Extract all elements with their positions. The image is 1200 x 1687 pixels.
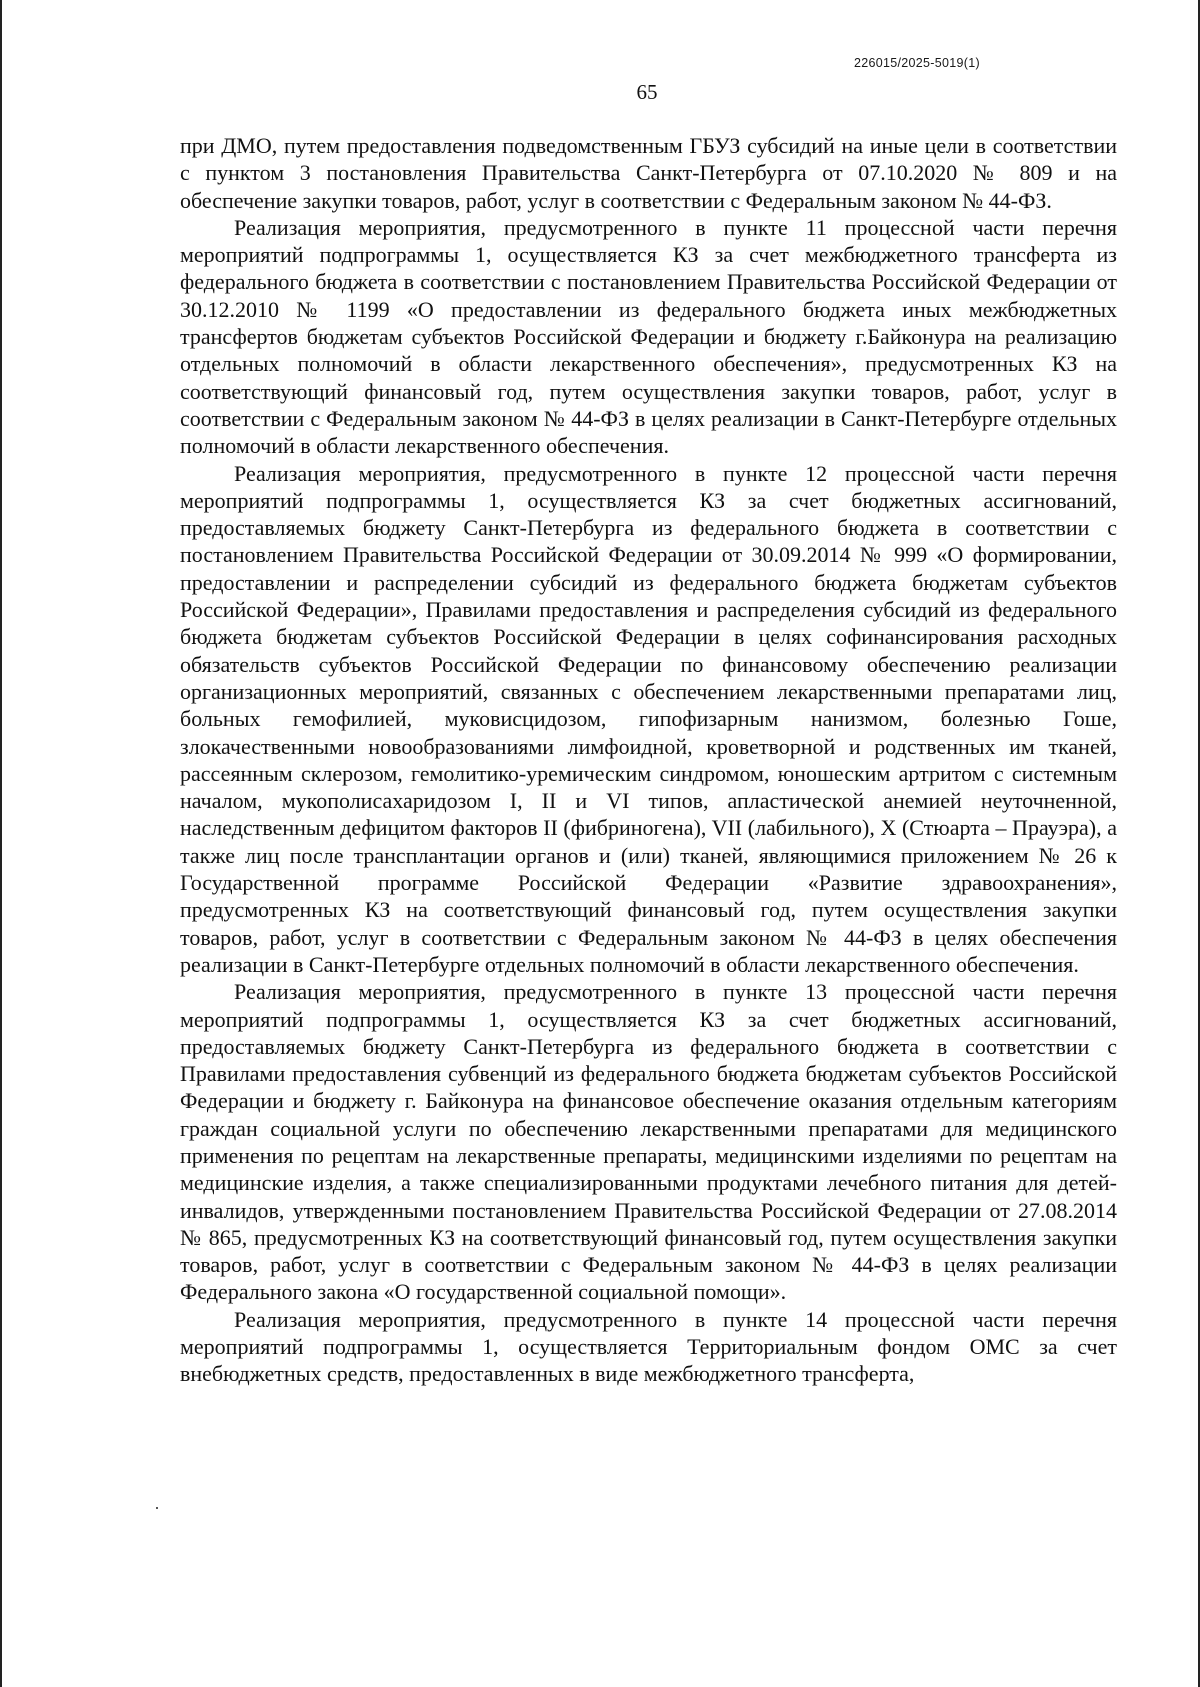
paragraph: Реализация мероприятия, предусмотренного в пункте 11 процессной части перечня мероприятий подпрограммы 1, осуществляется КЗ за счет межбюджетного трансферта из федерального бюджета в соответствии с постановлением Правительства Российской Федерации от 30.12.2010 № 1199 «О предоставлении из федерального бюджета иных межбюджетных трансфертов бюджетам субъектов Российской Федерации и бюджету г.Байконура на реализацию отдельных полномочий в области лекарственного обеспечения», предусмотренных КЗ на соответствующий финансовый год, путем осуществления закупки товаров, работ, услуг в соответствии с Федеральным законом № 44-ФЗ в целях реализации в Санкт-Петербурге отдельных полномочий в области лекарственного обеспечения. (180, 214, 1117, 459)
paragraph: Реализация мероприятия, предусмотренного в пункте 14 процессной части перечня мероприятий подпрограммы 1, осуществляется Территориальным фондом ОМС за счет внебюджетных средств, предоставленных в виде межбюджетного трансферта, (180, 1306, 1117, 1387)
document-body (180, 132, 1117, 1388)
paragraph: Реализация мероприятия, предусмотренного в пункте 12 процессной части перечня мероприятий подпрограммы 1, осуществляется КЗ за счет бюджетных ассигнований, предоставляемых бюджету Санкт-Петербурга из федерального бюджета в соответствии с постановлением Правительства Российской Федерации от 30.09.2014 № 999 «О формировании, предоставлении и распределении субсидий из федерального бюджета бюджетам субъектов Российской Федерации», Правилами предоставления и распределения субсидий из федерального бюджета бюджетам субъектов Российской Федерации в целях софинансирования расходных обязательств субъектов Российской Федерации по финансовому обеспечению реализации организационных мероприятий, связанных с обеспечением лекарственными препаратами лиц, больных гемофилией, муковисцидозом, гипофизарным нанизмом, болезнью Гоше, злокачественными новообразованиями лимфоидной, кроветворной и родственных им тканей, рассеянным склерозом, гемолитико-уремическим синдромом, юношеским артритом с системным началом, мукополисахаридозом I, II и VI типов, апластической анемией неуточненной, наследственным дефицитом факторов II (фибриногена), VII (лабильного), X (Стюарта – Прауэра), а также лиц после трансплантации органов и (или) тканей, являющимися приложением № 26 к Государственной программе Российской Федерации «Развитие здравоохранения», предусмотренных КЗ на соответствующий финансовый год, путем осуществления закупки товаров, работ, услуг в соответствии с Федеральным законом № 44-ФЗ в целях обеспечения реализации в Санкт-Петербурге отдельных полномочий в области лекарственного обеспечения. (180, 460, 1117, 977)
scan-speck (156, 1507, 158, 1509)
paragraph: Реализация мероприятия, предусмотренного в пункте 13 процессной части перечня мероприятий подпрограммы 1, осуществляется КЗ за счет бюджетных ассигнований, предоставляемых бюджету Санкт-Петербурга из федерального бюджета в соответствии с Правилами предоставления субвенций из федерального бюджета бюджетам субъектов Российской Федерации и бюджету г. Байконура на финансовое обеспечение оказания отдельным категориям граждан социальной услуги по обеспечению лекарственными препаратами для медицинского применения по рецептам на лекарственные препараты, медицинскими изделиями по рецептам на медицинские изделия, а также специализированными продуктами лечебного питания для детей-инвалидов, утвержденными постановлением Правительства Российской Федерации от 27.08.2014 № 865, предусмотренных КЗ на соответствующий финансовый год, путем осуществления закупки товаров, работ, услуг в соответствии с Федеральным законом № 44-ФЗ в целях реализации Федерального закона «О государственной социальной помощи». (180, 979, 1117, 1305)
page-number: 65 (636, 80, 658, 104)
paragraph: при ДМО, путем предоставления подведомственным ГБУЗ субсидий на иные цели в соответствии с пунктом 3 постановления Правительства Санкт-Петербурга от 07.10.2020 № 809 и на обеспечение закупки товаров, работ, услуг в соответствии с Федеральным законом № 44-ФЗ. (180, 133, 1117, 213)
document-registration-number: 226015/2025-5019(1) (854, 56, 980, 70)
